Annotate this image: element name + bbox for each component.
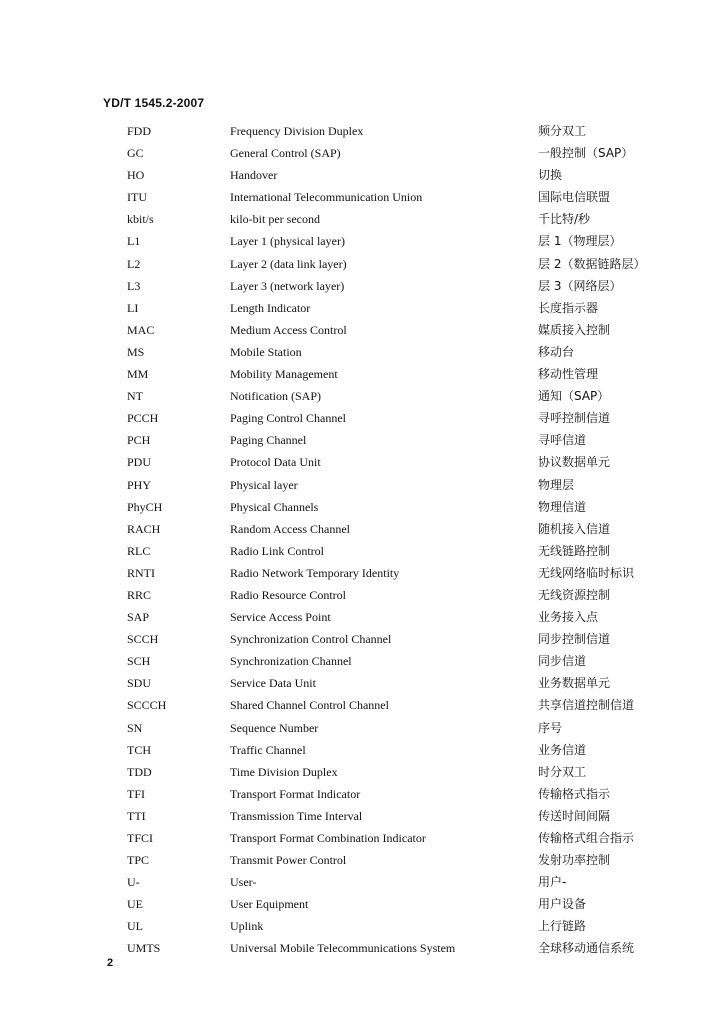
table-row bbox=[0, 208, 728, 230]
abbreviation: UMTS bbox=[127, 941, 161, 956]
abbreviation: GC bbox=[127, 146, 144, 161]
abbreviation: SAP bbox=[127, 610, 150, 625]
table-row bbox=[0, 672, 728, 694]
table-row bbox=[0, 783, 728, 805]
chinese-term: 寻呼信道 bbox=[538, 433, 587, 448]
chinese-term: 发射功率控制 bbox=[538, 853, 611, 868]
table-row bbox=[0, 540, 728, 562]
abbreviation: SN bbox=[127, 720, 143, 735]
table-row bbox=[0, 186, 728, 208]
abbreviation: TTI bbox=[127, 808, 146, 823]
chinese-term: 无线链路控制 bbox=[538, 543, 611, 558]
table-row bbox=[0, 363, 728, 385]
abbreviation: SCCH bbox=[127, 632, 159, 647]
chinese-term: 寻呼控制信道 bbox=[538, 411, 611, 426]
english-term: User- bbox=[230, 875, 257, 890]
chinese-term: 业务接入点 bbox=[538, 610, 599, 625]
chinese-term: 切换 bbox=[538, 168, 563, 183]
chinese-term: 传输格式组合指示 bbox=[538, 831, 635, 845]
abbreviation: RNTI bbox=[127, 565, 155, 580]
chinese-term: 业务信道 bbox=[538, 742, 587, 757]
chinese-term: 上行链路 bbox=[538, 919, 587, 934]
abbreviation: PHY bbox=[127, 477, 152, 492]
table-row bbox=[0, 717, 728, 739]
chinese-term: 国际电信联盟 bbox=[538, 190, 611, 205]
english-term: Radio Link Control bbox=[230, 543, 324, 558]
abbreviation: PCH bbox=[127, 433, 151, 448]
english-term: Transmission Time Interval bbox=[230, 808, 363, 823]
chinese-term: 时分双工 bbox=[538, 764, 587, 779]
english-term: Layer 1 (physical layer) bbox=[230, 234, 345, 249]
abbreviation: MAC bbox=[127, 322, 155, 337]
table-row bbox=[0, 319, 728, 341]
english-term: Frequency Division Duplex bbox=[230, 124, 364, 138]
abbreviation: L3 bbox=[127, 278, 141, 293]
table-row bbox=[0, 496, 728, 518]
abbreviation: MS bbox=[127, 344, 145, 359]
table-row bbox=[0, 474, 728, 496]
chinese-term: 同步控制信道 bbox=[538, 632, 611, 647]
page-number: 2 bbox=[107, 957, 114, 969]
chinese-term: 协议数据单元 bbox=[538, 455, 611, 470]
abbreviation: ITU bbox=[127, 190, 147, 205]
english-term: Shared Channel Control Channel bbox=[230, 698, 389, 713]
abbreviation: L2 bbox=[127, 256, 141, 271]
table-row bbox=[0, 120, 728, 142]
table-row bbox=[0, 628, 728, 650]
english-term: Paging Channel bbox=[230, 433, 307, 448]
document-header: YD/T 1545.2-2007 bbox=[103, 96, 205, 110]
table-row bbox=[0, 871, 728, 893]
chinese-term: 传送时间间隔 bbox=[538, 808, 611, 823]
abbreviation: MM bbox=[127, 367, 149, 382]
chinese-term: 无线网络临时标识 bbox=[538, 565, 635, 580]
abbreviation: SCH bbox=[127, 654, 151, 669]
abbreviation: NT bbox=[127, 389, 143, 404]
chinese-term: 用户设备 bbox=[538, 897, 587, 912]
english-term: Transport Format Combination Indicator bbox=[230, 831, 426, 845]
english-term: Mobility Management bbox=[230, 367, 338, 382]
english-term: Handover bbox=[230, 168, 278, 183]
english-term: kilo-bit per second bbox=[230, 212, 320, 227]
english-term: Paging Control Channel bbox=[230, 411, 346, 426]
abbreviation: FDD bbox=[127, 124, 152, 138]
chinese-term: 无线资源控制 bbox=[538, 587, 611, 602]
chinese-term: 频分双工 bbox=[538, 124, 587, 138]
abbreviation: HO bbox=[127, 168, 145, 183]
chinese-term: 媒质接入控制 bbox=[538, 322, 611, 337]
abbreviation: PCCH bbox=[127, 411, 159, 426]
english-term: Physical layer bbox=[230, 477, 298, 492]
abbreviation: L1 bbox=[127, 234, 141, 249]
english-term: Layer 3 (network layer) bbox=[230, 278, 345, 293]
english-term: Random Access Channel bbox=[230, 521, 350, 536]
english-term: Medium Access Control bbox=[230, 322, 347, 337]
english-term: Time Division Duplex bbox=[230, 764, 338, 779]
table-row bbox=[0, 518, 728, 540]
english-term: International Telecommunication Union bbox=[230, 190, 423, 205]
table-row bbox=[0, 230, 728, 252]
english-term: User Equipment bbox=[230, 897, 309, 912]
english-term: Service Data Unit bbox=[230, 676, 316, 691]
abbreviation: RRC bbox=[127, 587, 152, 602]
table-row bbox=[0, 142, 728, 164]
chinese-term: 移动性管理 bbox=[538, 367, 599, 382]
chinese-term: 层 2（数据链路层） bbox=[538, 256, 646, 271]
table-row bbox=[0, 739, 728, 761]
table-row bbox=[0, 407, 728, 429]
abbreviation: LI bbox=[127, 300, 139, 315]
table-row bbox=[0, 253, 728, 275]
table-row bbox=[0, 849, 728, 871]
english-term: General Control (SAP) bbox=[230, 146, 341, 161]
table-row bbox=[0, 275, 728, 297]
abbreviation: TFI bbox=[127, 786, 145, 801]
chinese-term: 同步信道 bbox=[538, 654, 587, 669]
english-term: Layer 2 (data link layer) bbox=[230, 256, 347, 271]
table-row bbox=[0, 341, 728, 363]
english-term: Transmit Power Control bbox=[230, 853, 347, 868]
english-term: Radio Resource Control bbox=[230, 587, 346, 602]
abbreviation: TPC bbox=[127, 853, 150, 868]
abbreviation: UL bbox=[127, 919, 143, 934]
abbreviation: TCH bbox=[127, 742, 151, 757]
table-row bbox=[0, 761, 728, 783]
table-row bbox=[0, 297, 728, 319]
chinese-term: 通知（SAP） bbox=[538, 389, 610, 404]
english-term: Universal Mobile Telecommunications System bbox=[230, 941, 456, 956]
abbreviation: kbit/s bbox=[127, 212, 154, 227]
abbreviation: TDD bbox=[127, 764, 152, 779]
table-row bbox=[0, 451, 728, 473]
table-row bbox=[0, 694, 728, 716]
english-term: Uplink bbox=[230, 919, 264, 934]
chinese-term: 序号 bbox=[538, 720, 563, 735]
table-row bbox=[0, 606, 728, 628]
abbreviation: RLC bbox=[127, 543, 151, 558]
abbreviation: U- bbox=[127, 875, 140, 890]
chinese-term: 物理层 bbox=[538, 477, 575, 492]
chinese-term: 随机接入信道 bbox=[538, 521, 611, 536]
chinese-term: 业务数据单元 bbox=[538, 676, 611, 691]
table-row bbox=[0, 827, 728, 849]
abbreviation: PhyCH bbox=[127, 499, 163, 514]
abbreviation: RACH bbox=[127, 521, 161, 536]
english-term: Physical Channels bbox=[230, 499, 319, 514]
english-term: Transport Format Indicator bbox=[230, 786, 361, 801]
english-term: Radio Network Temporary Identity bbox=[230, 565, 400, 580]
chinese-term: 移动台 bbox=[538, 344, 575, 359]
chinese-term: 层 1（物理层） bbox=[538, 234, 622, 249]
english-term: Protocol Data Unit bbox=[230, 455, 321, 470]
chinese-term: 物理信道 bbox=[538, 499, 587, 514]
chinese-term: 全球移动通信系统 bbox=[538, 941, 635, 956]
chinese-term: 传输格式指示 bbox=[538, 786, 611, 801]
english-term: Mobile Station bbox=[230, 344, 302, 359]
abbreviation: UE bbox=[127, 897, 143, 912]
english-term: Synchronization Channel bbox=[230, 654, 352, 669]
english-term: Length Indicator bbox=[230, 300, 311, 315]
abbreviation: SCCCH bbox=[127, 698, 167, 713]
chinese-term: 千比特/秒 bbox=[538, 212, 591, 227]
abbreviations-table bbox=[0, 120, 728, 960]
english-term: Traffic Channel bbox=[230, 742, 306, 757]
table-row bbox=[0, 164, 728, 186]
english-term: Service Access Point bbox=[230, 610, 331, 625]
chinese-term: 用户- bbox=[538, 875, 567, 890]
chinese-term: 长度指示器 bbox=[538, 300, 599, 315]
english-term: Notification (SAP) bbox=[230, 389, 321, 404]
table-row bbox=[0, 429, 728, 451]
table-row bbox=[0, 915, 728, 937]
chinese-term: 一般控制（SAP） bbox=[538, 146, 634, 161]
abbreviation: SDU bbox=[127, 676, 152, 691]
table-row bbox=[0, 893, 728, 915]
table-row bbox=[0, 584, 728, 606]
chinese-term: 共享信道控制信道 bbox=[538, 698, 635, 713]
table-row bbox=[0, 385, 728, 407]
english-term: Synchronization Control Channel bbox=[230, 632, 392, 647]
english-term: Sequence Number bbox=[230, 720, 319, 735]
abbreviation: PDU bbox=[127, 455, 152, 470]
table-row bbox=[0, 650, 728, 672]
table-row bbox=[0, 805, 728, 827]
table-row bbox=[0, 562, 728, 584]
abbreviation: TFCI bbox=[127, 831, 154, 845]
chinese-term: 层 3（网络层） bbox=[538, 278, 622, 293]
